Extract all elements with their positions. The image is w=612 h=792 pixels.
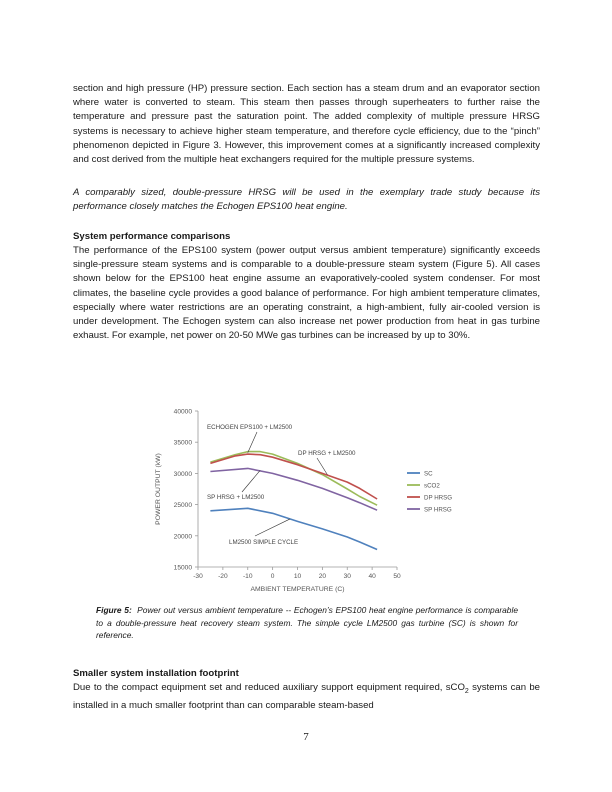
x-tick-label: 20 bbox=[318, 573, 327, 580]
series-line-sp-hrsg bbox=[210, 468, 377, 510]
y-tick-label: 35000 bbox=[173, 439, 192, 447]
power-output-chart bbox=[145, 398, 475, 603]
figure-label: Figure 5: bbox=[96, 605, 132, 615]
paragraph-footprint bbox=[73, 681, 540, 713]
y-tick-label: 20000 bbox=[173, 533, 192, 541]
y-tick-label: 30000 bbox=[173, 470, 192, 478]
paragraph-footprint-pre: Due to the compact equipment set and reduced auxiliary support equipment required, sCO bbox=[73, 682, 465, 693]
y-tick-label: 25000 bbox=[173, 502, 192, 510]
legend-label: SP HRSG bbox=[424, 506, 452, 514]
annotation-leader bbox=[248, 432, 257, 453]
x-tick-label: -20 bbox=[218, 573, 228, 580]
x-axis-title: AMBIENT TEMPERATURE (C) bbox=[250, 586, 345, 593]
figure-caption-text: Power out versus ambient temperature -- Echogen’s EPS100 heat engine performance is comparable to a double-pressure heat recovery steam system. The simple cycle LM2500 gas turbine (SC) is shown for reference. bbox=[96, 605, 518, 641]
annotation-label: DP HRSG + LM2500 bbox=[298, 450, 356, 457]
y-tick-label: 15000 bbox=[173, 564, 192, 572]
x-tick-label: 30 bbox=[343, 573, 351, 580]
x-tick-label: 40 bbox=[368, 573, 376, 580]
chart-axes bbox=[195, 411, 397, 570]
legend-label: sCO2 bbox=[424, 482, 440, 490]
chart-labels bbox=[155, 409, 452, 594]
annotation-leader bbox=[255, 519, 290, 536]
x-tick-label: 50 bbox=[393, 573, 401, 580]
legend-label: SC bbox=[424, 470, 433, 478]
section-heading-performance: System performance comparisons bbox=[73, 231, 231, 242]
section-heading-footprint: Smaller system installation footprint bbox=[73, 668, 239, 679]
annotation-label: SP HRSG + LM2500 bbox=[207, 494, 265, 501]
x-tick-label: -30 bbox=[193, 573, 203, 580]
x-tick-label: -10 bbox=[242, 573, 253, 580]
y-axis-title: POWER OUTPUT (kW) bbox=[155, 453, 162, 525]
annotation-label: ECHOGEN EPS100 + LM2500 bbox=[207, 424, 293, 431]
co2-subscript: 2 bbox=[464, 687, 469, 695]
paragraph-hrsg-description: section and high pressure (HP) pressure section. Each section has a steam drum and an evaporator section where water is converted to steam. This steam then passes through superheaters to further raise the temperature and pressure past the saturation point. The added complexity of multiple pressure HRSG systems is necessary to achieve higher steam temperature, and therefore cycle efficiency, due to the “pinch” phenomenon depicted in Figure 3. However, this improvement comes at a significantly increased complexity and cost derived from the multiple heat exchangers required for the multiple pressure systems. bbox=[73, 83, 540, 166]
figure-caption bbox=[96, 604, 518, 642]
legend-label: DP HRSG bbox=[424, 494, 453, 502]
annotation-leader bbox=[242, 470, 260, 492]
page-number: 7 bbox=[303, 731, 309, 743]
x-tick-label: 0 bbox=[270, 573, 275, 580]
x-tick-label: 10 bbox=[293, 573, 302, 580]
paragraph-performance: The performance of the EPS100 system (power output versus ambient temperature) significantly exceeds single-pressure steam systems and is comparable to a double-pressure steam system (Figure 5). All cases shown below for the EPS100 heat engine assume an evaporatively-cooled system condenser. For most climates, the baseline cycle provides a good balance of performance. For high ambient temperature climates, especially where water restrictions are an operating constraint, a high-ambient, fully air-cooled version is under development. The Echogen system can also increase net power production from heat in gas turbine exhaust. For example, net power on 20-50 MWe gas turbines can be increased by up to 30%. bbox=[73, 245, 540, 342]
paragraph-trade-study-note: A comparably sized, double-pressure HRSG will be used in the exemplary trade study because its performance closely matches the Echogen EPS100 heat engine. bbox=[73, 187, 540, 213]
paragraph-footprint-post: systems can be installed in a much smaller footprint than can comparable steam-based bbox=[73, 682, 540, 712]
annotation-label: LM2500 SIMPLE CYCLE bbox=[229, 539, 299, 546]
y-tick-label: 40000 bbox=[173, 408, 192, 416]
